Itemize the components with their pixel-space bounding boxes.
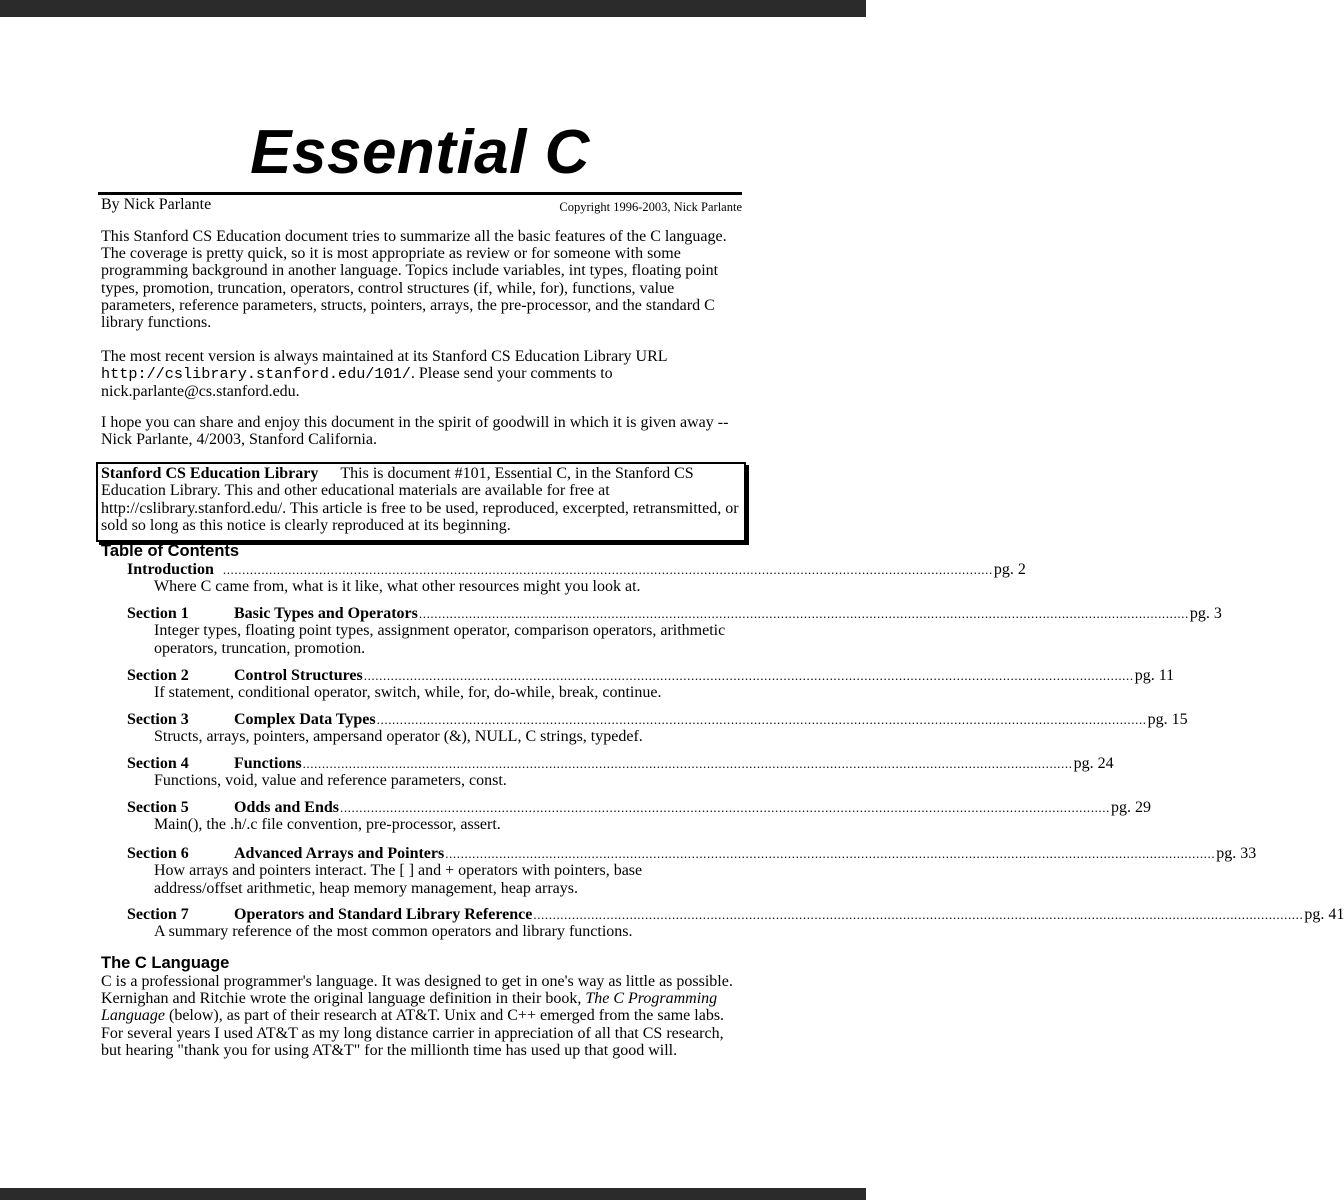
library-url-link[interactable]: http://cslibrary.stanford.edu/101/ <box>101 365 411 384</box>
toc-leader: ........................................................................................................................................................................................................ <box>418 606 1189 621</box>
intro-paragraph-3: I hope you can share and enjoy this document in the spirit of goodwill in which it is given away -- Nick Parlante, 4/2003, Stanford California. <box>101 414 729 449</box>
toc-page-number: pg. 11 <box>1134 667 1175 684</box>
copyright-notice: Copyright 1996-2003, Nick Parlante <box>559 200 742 214</box>
toc-leader: ........................................................................................................................................................................................................ <box>363 668 1134 683</box>
toc-entry-description: Functions, void, value and reference parameters, const. <box>154 772 507 790</box>
toc-entry-title: Advanced Arrays and Pointers <box>234 845 445 862</box>
toc-entry-section-4[interactable] <box>127 755 1114 790</box>
toc-heading: Table of Contents <box>101 542 240 560</box>
notice-title: Stanford CS Education Library <box>101 465 319 482</box>
notice-text: This is document #101, Essential C, in the Stanford CS Education Library. This and other educational materials are available for free at http://cslibrary.stanford.edu/. This article is free to be used, reproduced, excerpted, retransmitted, or sold so long as this notice is clearly reproduced at its beginning. <box>101 465 739 534</box>
intro-paragraph-2 <box>101 348 751 401</box>
toc-entry-description: How arrays and pointers interact. The [ ] and + operators with pointers, base address/offset arithmetic, heap memory management, heap arrays. <box>154 862 643 897</box>
toc-leader: ........................................................................................................................................................................................................ <box>533 907 1304 922</box>
toc-section-label: Section 3 <box>127 711 189 728</box>
toc-leader: ........................................................................................................................................................................................................ <box>339 800 1110 815</box>
toc-leader: ........................................................................................................................................................................................................ <box>376 712 1147 727</box>
toc-section-label: Section 4 <box>127 755 189 772</box>
toc-entry-section-5[interactable] <box>127 799 1151 834</box>
toc-entry-description: Where C came from, what is it like, what other resources might you look at. <box>154 578 641 596</box>
toc-section-label: Section 5 <box>127 799 189 816</box>
book-title: The C Programming Language <box>101 990 718 1025</box>
c-language-text-2: (below), as part of their research at AT&T. Unix and C++ emerged from the same labs. For several years I used AT&T as my long distance carrier in appreciation of all that CS research, but hearing "thank you for using AT&T" for the millionth time has used up that good will. <box>101 1007 725 1059</box>
toc-section-label: Section 7 <box>127 906 189 923</box>
toc-entry-section-3[interactable] <box>127 711 1188 746</box>
toc-entry-title: Basic Types and Operators <box>234 605 418 622</box>
toc-entry-title: Introduction <box>127 561 214 578</box>
toc-page-number: pg. 2 <box>993 561 1026 578</box>
byline: By Nick Parlante <box>101 196 212 213</box>
toc-entry-title: Complex Data Types <box>234 711 376 728</box>
toc-page-number: pg. 15 <box>1147 711 1188 728</box>
toc-entry-description: Structs, arrays, pointers, ampersand operator (&), NULL, C strings, typedef. <box>154 728 643 746</box>
library-notice-box <box>96 462 746 542</box>
toc-page-number: pg. 41 <box>1304 906 1344 923</box>
toc-entry-description: If statement, conditional operator, switch, while, for, do-while, break, continue. <box>154 684 662 702</box>
c-language-heading: The C Language <box>101 954 230 972</box>
toc-leader: ........................................................................................................................................................................................................ <box>222 562 993 577</box>
c-language-text-1: C is a professional programmer's language. It was designed to get in one's way as little as possible. Kernighan and Ritchie wrote the original language definition in their book, <box>101 973 733 1008</box>
viewer-bottom-bar <box>0 1188 866 1200</box>
url-lead-text: The most recent version is always maintained at its Stanford CS Education Library URL <box>101 348 667 365</box>
toc-entry-title: Odds and Ends <box>234 799 339 816</box>
comments-text: . Please send your comments to nick.parlante@cs.stanford.edu. <box>101 365 613 401</box>
toc-entry-description: Integer types, floating point types, assignment operator, comparison operators, arithmetic operators, truncation, promotion. <box>154 622 726 657</box>
viewer-top-bar <box>0 0 866 17</box>
toc-entry-section-7[interactable] <box>127 906 1344 941</box>
toc-section-label: Section 2 <box>127 667 189 684</box>
toc-entry-title: Control Structures <box>234 667 363 684</box>
toc-page-number: pg. 29 <box>1110 799 1151 816</box>
toc-entry-title: Functions <box>234 755 302 772</box>
intro-paragraph-1: This Stanford CS Education document tries to summarize all the basic features of the C language. The coverage is pretty quick, so it is most appropriate as review or for someone with some programming background in another language. Topics include variables, int types, floating point types, promotion, truncation, operators, control structures (if, while, for), functions, value parameters, reference parameters, structs, pointers, arrays, the pre-processor, and the standard C library functions. <box>101 228 727 332</box>
c-language-paragraph <box>101 973 741 1059</box>
toc-section-label: Section 6 <box>127 845 189 862</box>
toc-page-number: pg. 24 <box>1073 755 1114 772</box>
toc-entry-section-1[interactable] <box>127 605 1222 657</box>
toc-leader: ........................................................................................................................................................................................................ <box>445 846 1216 861</box>
toc-page-number: pg. 33 <box>1216 845 1257 862</box>
toc-section-label: Section 1 <box>127 605 189 622</box>
toc-entry-description: A summary reference of the most common operators and library functions. <box>154 923 633 941</box>
toc-page-number: pg. 3 <box>1189 605 1222 622</box>
toc-entry-description: Main(), the .h/.c file convention, pre-processor, assert. <box>154 816 501 834</box>
toc-entry-title: Operators and Standard Library Reference <box>234 906 533 923</box>
toc-entry-introduction[interactable] <box>127 561 1026 596</box>
document-title: Essential C <box>250 118 590 187</box>
toc-leader: ........................................................................................................................................................................................................ <box>302 756 1073 771</box>
toc-entry-section-6[interactable] <box>127 845 1257 897</box>
toc-entry-section-2[interactable] <box>127 667 1175 702</box>
